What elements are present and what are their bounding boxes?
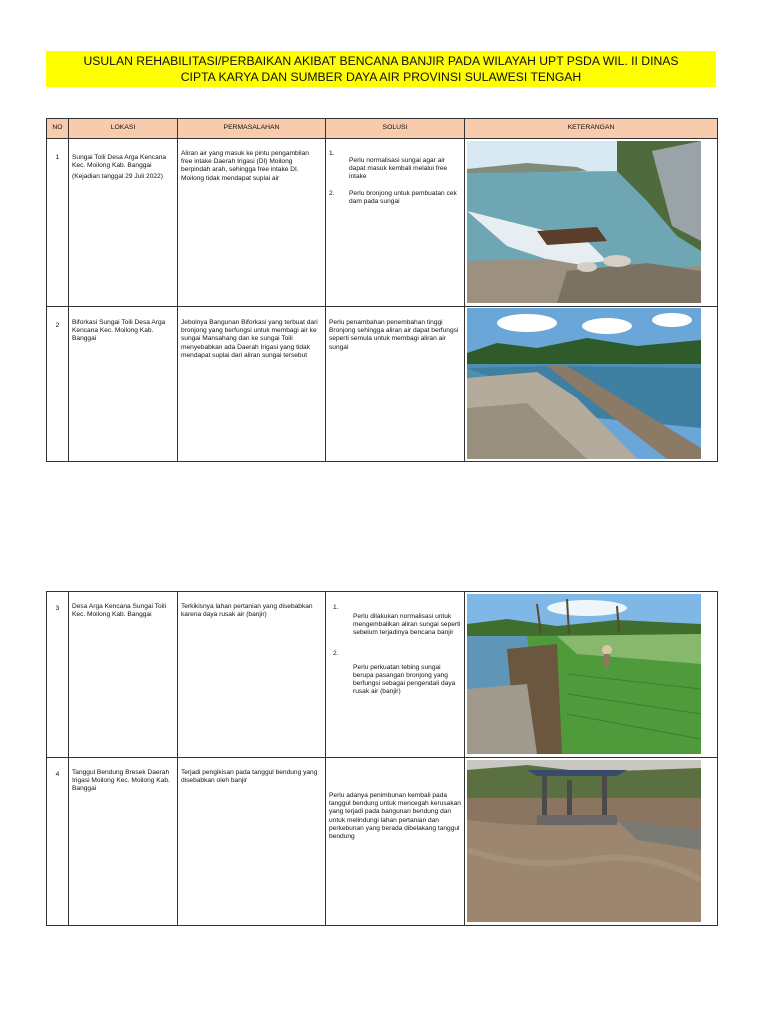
header-permasalahan: PERMASALAHAN: [178, 119, 326, 139]
row-lokasi: Tanggul Bendung Bresek Daerah Irigasi Moilong Kec. Moilong Kab. Banggai: [69, 758, 178, 926]
row-solusi: [326, 139, 465, 307]
row-solusi: Perlu adanya penimbunan kembali pada tanggul bendung untuk mencegah kerusakan yang terjadi pada bangunan bendung dan untuk melindungi lahan pertanian dan perkebunan yang berada dibelakang tanggul bendung: [326, 758, 465, 926]
table-row: [47, 307, 718, 462]
title-line-1: USULAN REHABILITASI/PERBAIKAN AKIBAT BENCANA BANJIR PADA WILAYAH UPT PSDA WIL. II DINAS: [83, 54, 679, 68]
row-permasalahan: Terjadi pengikisan pada tanggul bendung yang disebabkan oleh banjir: [178, 758, 326, 926]
header-lokasi: LOKASI: [69, 119, 178, 139]
row-number: 4: [47, 758, 69, 926]
table-header-row: [47, 119, 718, 139]
header-keterangan: KETERANGAN: [465, 119, 718, 139]
row-permasalahan: Terkikisnya lahan pertanian yang disebabkan karena daya rusak air (banjir): [178, 592, 326, 758]
table-part-2: [46, 591, 718, 926]
solusi-text: Perlu dilakukan normalisasi untuk mengembalikan aliran sungai seperti sebelum terjadinya bencana banjir: [353, 613, 461, 637]
solusi-item: [329, 650, 461, 697]
row-permasalahan: Aliran air yang masuk ke pintu pengambilan free intake Daerah Irigasi (DI) Moilong berpindah arah, sehingga free intake DI. Moilong tidak mendapat suplai air: [178, 139, 326, 307]
header-no: NO: [47, 119, 69, 139]
weir-embankment-photo: [467, 760, 701, 922]
row-permasalahan: Jebolnya Bangunan Biforkasi yang terbuat dari bronjong yang berfungsi untuk membagi air ke sungai Mansahang dan ke sungai Toili menyebabkan ada Daerah Irigasi yang tidak mendapat suplai dari aliran sungai tersebut: [178, 307, 326, 462]
row-lokasi: Desa Arga Kencana Sungai Toili Kec. Moilong Kab. Banggai: [69, 592, 178, 758]
solusi-number: 1.: [329, 150, 335, 157]
bifurcation-gabion-photo: [467, 308, 701, 459]
row-lokasi: Biforkasi Sungai Toili Desa Arga Kencana Kec. Moilong Kab. Banggai: [69, 307, 178, 462]
lokasi-text: Sungai Toili Desa Arga Kencana Kec. Moilong Kab. Banggai: [72, 154, 167, 170]
row-lokasi: [69, 139, 178, 307]
row-solusi: Perlu penambahan penembahan tinggi Bronjong sehingga aliran air dapat berfungsi seperti semula untuk membagi aliran air sungai: [326, 307, 465, 462]
solusi-text: Perlu bronjong untuk pembuatan cek dam pada sungai: [349, 189, 457, 205]
row-number: 2: [47, 307, 69, 462]
solusi-number: 2.: [329, 189, 335, 197]
row-number: 1: [47, 139, 69, 307]
lokasi-note: (Kejadian tanggal 29 Juli 2022): [72, 173, 163, 181]
table-part-1: [46, 118, 718, 462]
row-keterangan: [465, 592, 718, 758]
title-line-2: CIPTA KARYA DAN SUMBER DAYA AIR PROVINSI SULAWESI TENGAH: [180, 70, 582, 84]
row-keterangan: [465, 307, 718, 462]
row-keterangan: [465, 758, 718, 926]
document-title: [46, 51, 716, 87]
solusi-item: [329, 190, 461, 206]
row-number: 3: [47, 592, 69, 758]
eroded-ricefield-photo: [467, 594, 701, 754]
solusi-number: 2.: [333, 649, 339, 657]
table-row: [47, 139, 718, 307]
solusi-number: 1.: [333, 604, 339, 611]
row-solusi: [326, 592, 465, 758]
row-keterangan: [465, 139, 718, 307]
solusi-item: [329, 604, 461, 638]
solusi-text: Perlu perkuatan tebing sungai berupa pasangan bronjong yang berfungsi sebagai pengendali daya rusak air (banjir): [353, 663, 456, 696]
table-row: [47, 758, 718, 926]
river-intake-photo: [467, 141, 701, 303]
solusi-text: Perlu normalisasi sungai agar air dapat masuk kembali melalui free intake: [349, 157, 448, 181]
header-solusi: SOLUSI: [326, 119, 465, 139]
solusi-item: [329, 150, 461, 182]
table-row: [47, 592, 718, 758]
